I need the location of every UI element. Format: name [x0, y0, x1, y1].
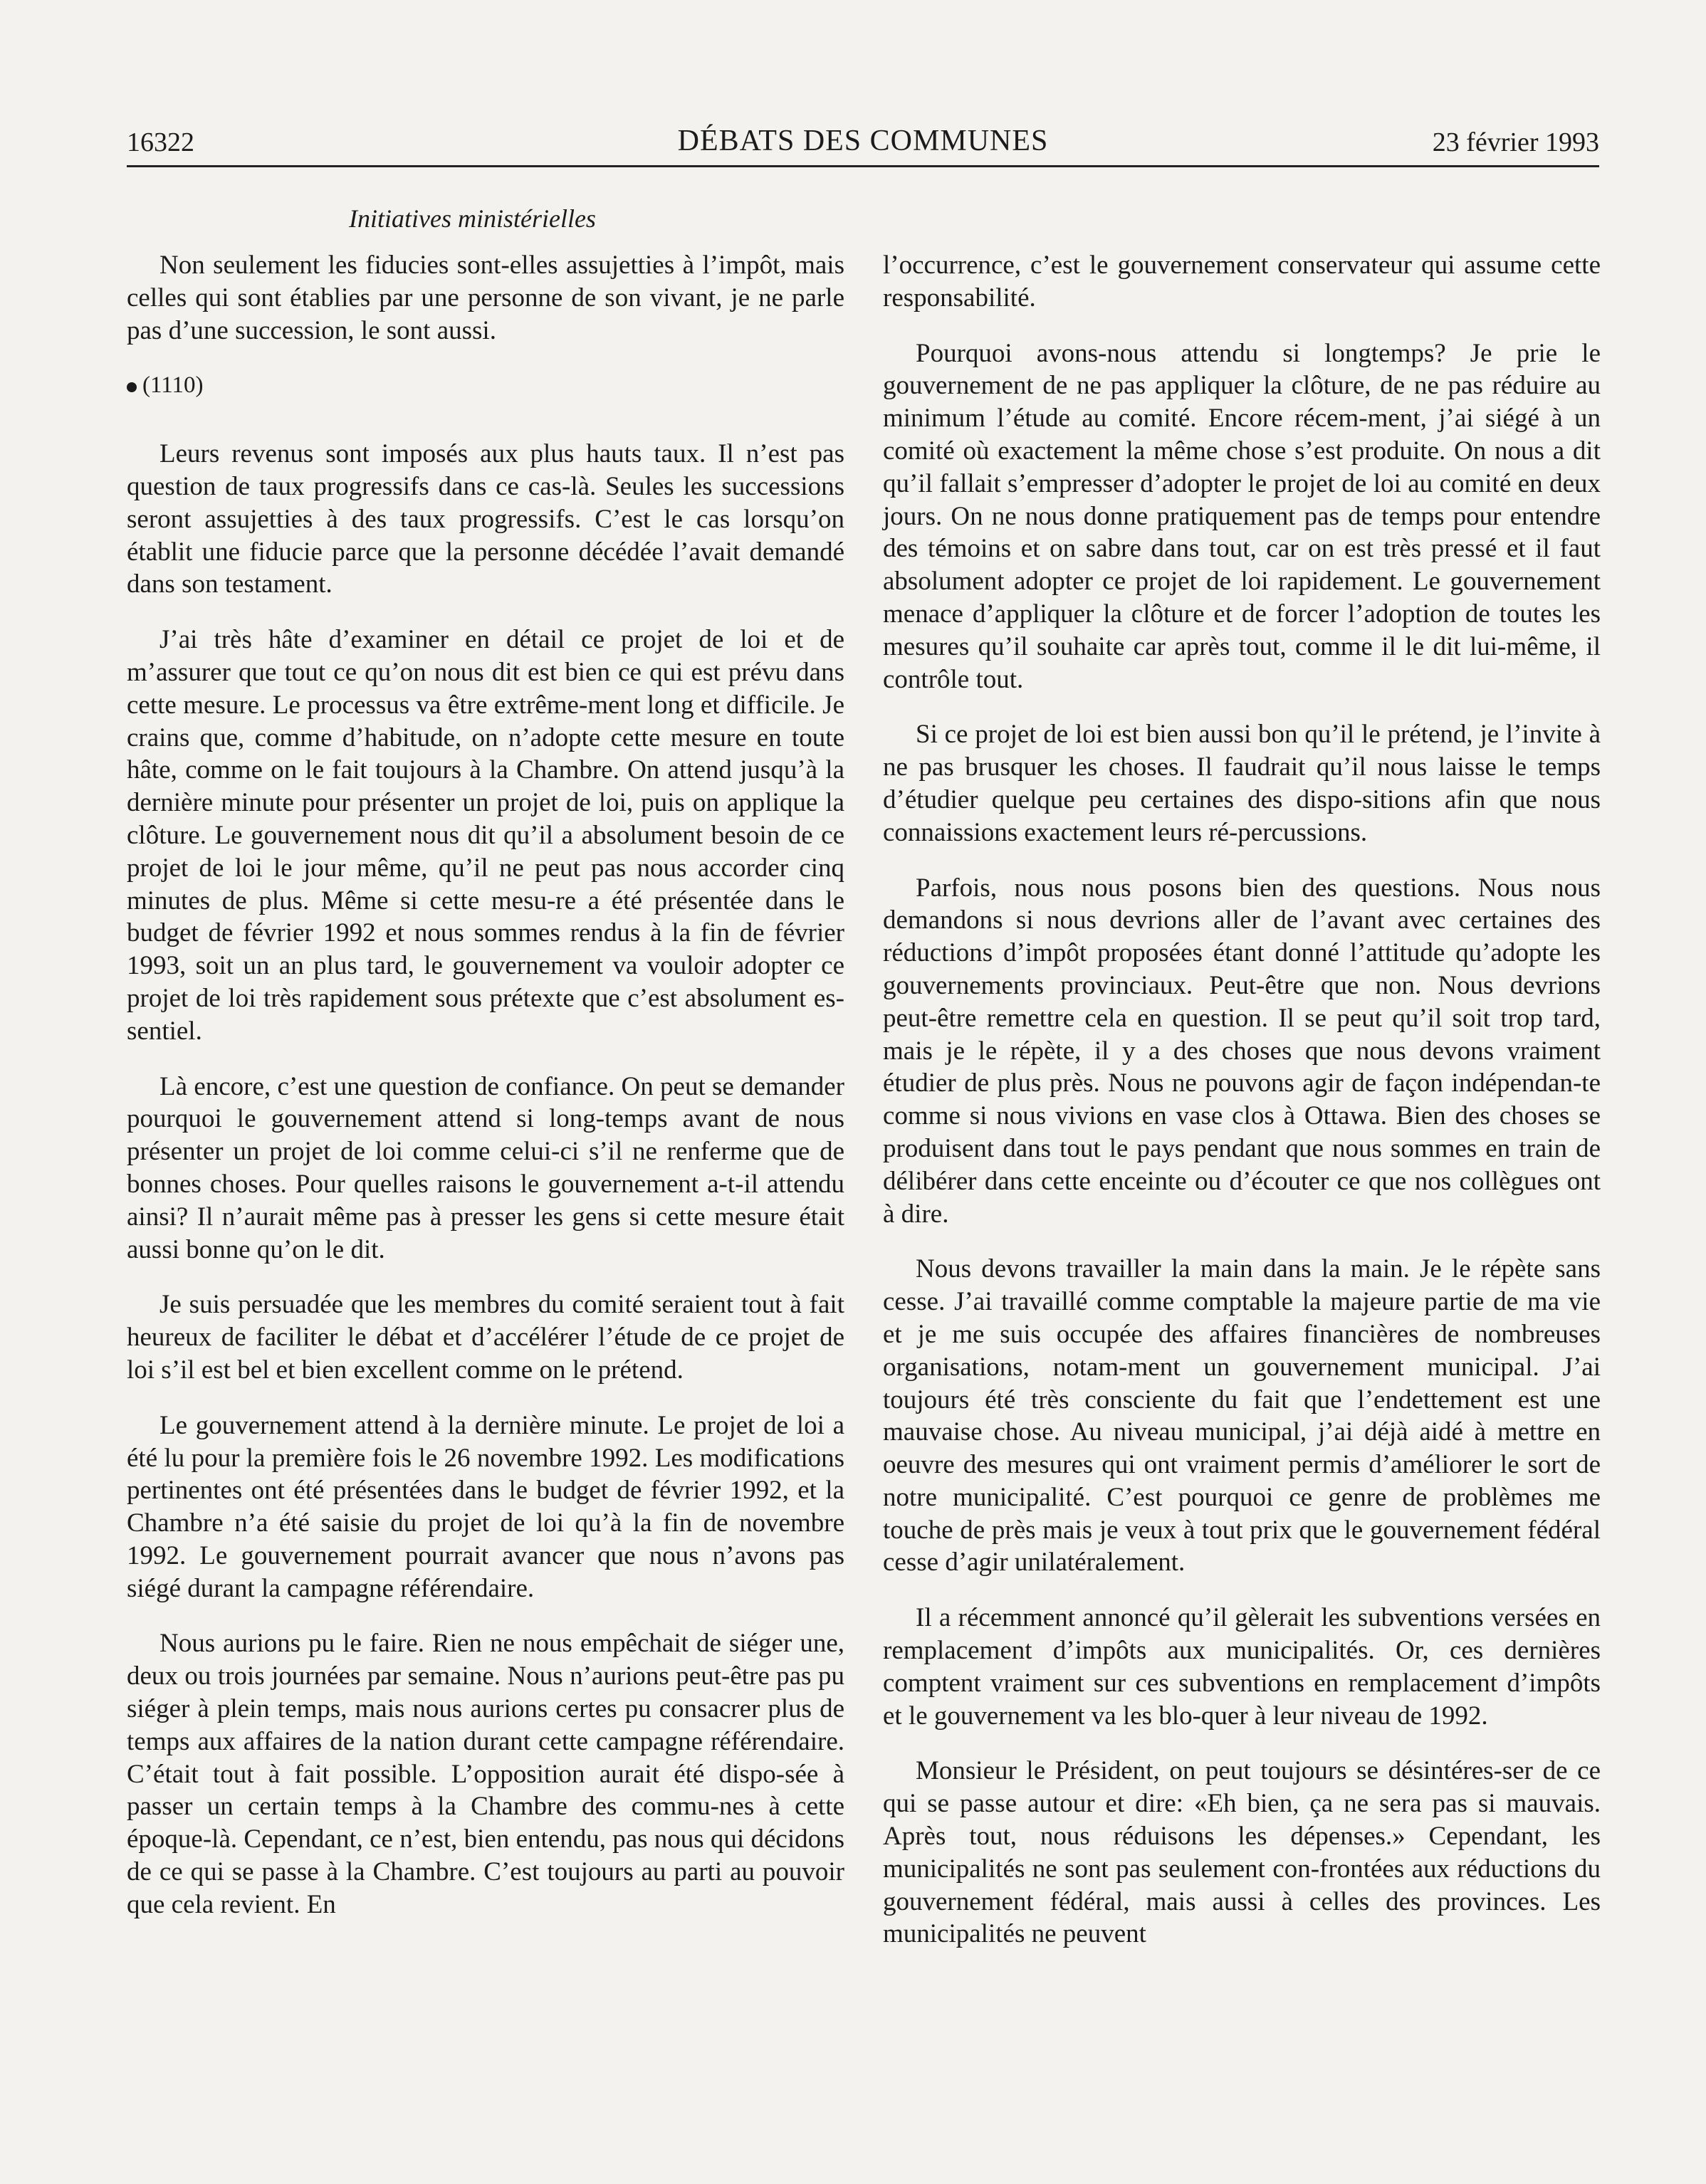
page-header — [127, 122, 1599, 162]
paragraph: Il a récemment annoncé qu’il gèlerait les subventions versées en remplacement d’impôts aux municipalités. Or, ces dernières comptent vraiment sur ces subventions en remplacement d’impôts et le gouvernement va les blo-quer à leur niveau de 1992. — [883, 1603, 1601, 1731]
paragraph: Si ce projet de loi est bien aussi bon qu’il le prétend, je l’invite à ne pas brusquer les choses. Il faudrait qu’il nous laisse le temps d’étudier quelque peu certaines des dispo-sitions afin que nous connaissions exactement leurs ré-percussions. — [883, 720, 1601, 847]
paragraph: Monsieur le Président, on peut toujours se désintéres-ser de ce qui se passe autour et dire: «Eh bien, ça ne sera pas si mauvais. Après tout, nous réduisons les dépenses.» Cependant, les municipalités ne sont pas seulement con-frontées aux réductions du gouvernement fédéral, mais aussi à celles des provinces. Les municipalités ne peuvent — [883, 1756, 1601, 1949]
right-column — [883, 249, 1601, 1973]
left-column — [127, 249, 844, 1944]
header-rule — [127, 165, 1599, 167]
publication-title: DÉBATS DES COMMUNES — [677, 125, 1049, 157]
paragraph: Le gouvernement attend à la dernière minute. Le projet de loi a été lu pour la première fois le 26 novembre 1992. Les modifications pertinentes ont été présentées dans le budget de février 1992, et la Chambre n’a été saisie du projet de loi qu’à la fin de novembre 1992. Le gouvernement pourrait avancer que nous n’avons pas siégé durant la campagne référendaire. — [127, 1410, 844, 1603]
section-title: Initiatives ministérielles — [349, 204, 596, 233]
time-stamp-text: (1110) — [142, 372, 204, 399]
paragraph: Nous devons travailler la main dans la main. Je le répète sans cesse. J’ai travaillé comme comptable la majeure partie de ma vie et je me suis occupée des affaires financières de nombreuses organisations, notam-ment un gouvernement municipal. J’ai toujours été très consciente du fait que l’endettement est une mauvaise chose. Au niveau municipal, j’ai déjà aidé à mettre en oeuvre des mesures qui ont vraiment permis d’améliorer le sort de notre municipalité. C’est pourquoi ce genre de problèmes me touche de près mais je veux à tout prix que le gouvernement fédéral cesse d’agir unilatéralement. — [883, 1254, 1601, 1577]
paragraph: J’ai très hâte d’examiner en détail ce projet de loi et de m’assurer que tout ce qu’on nous dit est bien ce qui est prévu dans cette mesure. Le processus va être extrême-ment long et difficile. Je crains que, comme d’habitude, on n’adopte cette mesure en toute hâte, comme on le fait toujours à la Chambre. On attend jusqu’à la dernière minute pour présenter un projet de loi, puis on applique la clôture. Le gouvernement nous dit qu’il a absolument besoin de ce projet de loi le jour même, qu’il ne peut pas nous accorder cinq minutes de plus. Même si cette mesu-re a été présentée dans le budget de février 1992 et nous sommes rendus à la fin de février 1993, soit un an plus tard, le gouvernement va vouloir adopter ce projet de loi très rapidement sous prétexte que c’est absolument es-sentiel. — [127, 625, 844, 1046]
bullet-icon — [127, 382, 137, 392]
paragraph-continued: l’occurrence, c’est le gouvernement conservateur qui assume cette responsabilité. — [883, 251, 1601, 313]
paragraph: Je suis persuadée que les membres du comité seraient tout à fait heureux de faciliter le débat et d’accélérer l’étude de ce projet de loi s’il est bel et bien excellent comme on le prétend. — [127, 1290, 844, 1385]
paragraph: Pourquoi avons-nous attendu si longtemps? Je prie le gouvernement de ne pas appliquer la clôture, de ne pas réduire au minimum l’étude au comité. Encore récem-ment, j’ai siégé à un comité où exactement la même chose s’est produite. On nous a dit qu’il fallait s’empresser d’adopter le projet de loi au comité en deux jours. On ne nous donne pratiquement pas de temps pour entendre des témoins et on sabre dans tout, car on est très pressé et il faut absolument adopter ce projet de loi rapidement. Le gouvernement menace d’appliquer la clôture et de forcer l’adoption de toutes les mesures qu’il souhaite car après tout, comme il le dit lui-même, il contrôle tout. — [883, 338, 1601, 694]
publication-date: 23 février 1993 — [1432, 127, 1599, 157]
paragraph: Nous aurions pu le faire. Rien ne nous empêchait de siéger une, deux ou trois journées par semaine. Nous n’aurions peut-être pas pu siéger à plein temps, mais nous aurions certes pu consacrer plus de temps aux affaires de la nation durant cette campagne référendaire. C’était tout à fait possible. L’opposition aurait été dispo-sée à passer un certain temps à la Chambre des commu-nes à cette époque-là. Cependant, ce n’est, bien entendu, pas nous qui décidons de ce qui se passe à la Chambre. C’est toujours au parti au pouvoir que cela revient. En — [127, 1629, 844, 1919]
paragraph: Leurs revenus sont imposés aux plus hauts taux. Il n’est pas question de taux progressifs dans ce cas-là. Seules les successions seront assujetties à des taux progressifs. C’est le cas lorsqu’on établit une fiducie parce que la personne décédée l’avait demandé dans son testament. — [127, 439, 844, 599]
time-stamp — [127, 369, 844, 402]
page-number: 16322 — [127, 127, 194, 157]
paragraph: Parfois, nous nous posons bien des questions. Nous nous demandons si nous devrions aller de l’avant avec certaines des réductions d’impôt proposées étant donné l’attitude qu’adopte les gouvernements provinciaux. Peut-être que non. Nous devrions peut-être remettre cela en question. Il se peut qu’il soit trop tard, mais je le répète, il y a des choses que nous devons vraiment étudier de plus près. Nous ne pouvons agir de façon indépendan-te comme si nous vivions en vase clos à Ottawa. Bien des choses se produisent dans tout le pays pendant que nous sommes en train de délibérer dans cette enceinte ou d’écouter ce que nos collègues ont à dire. — [883, 873, 1601, 1229]
paragraph: Là encore, c’est une question de confiance. On peut se demander pourquoi le gouvernement attend si long-temps avant de nous présenter un projet de loi comme celui-ci s’il ne renferme que de bonnes choses. Pour quelles raisons le gouvernement a-t-il attendu ainsi? Il n’aurait même pas à presser les gens si cette mesure était aussi bonne qu’on le dit. — [127, 1071, 844, 1264]
paragraph: Non seulement les fiducies sont-elles assujetties à l’impôt, mais celles qui sont établies par une personne de son vivant, je ne parle pas d’une succession, le sont aussi. — [127, 251, 844, 345]
